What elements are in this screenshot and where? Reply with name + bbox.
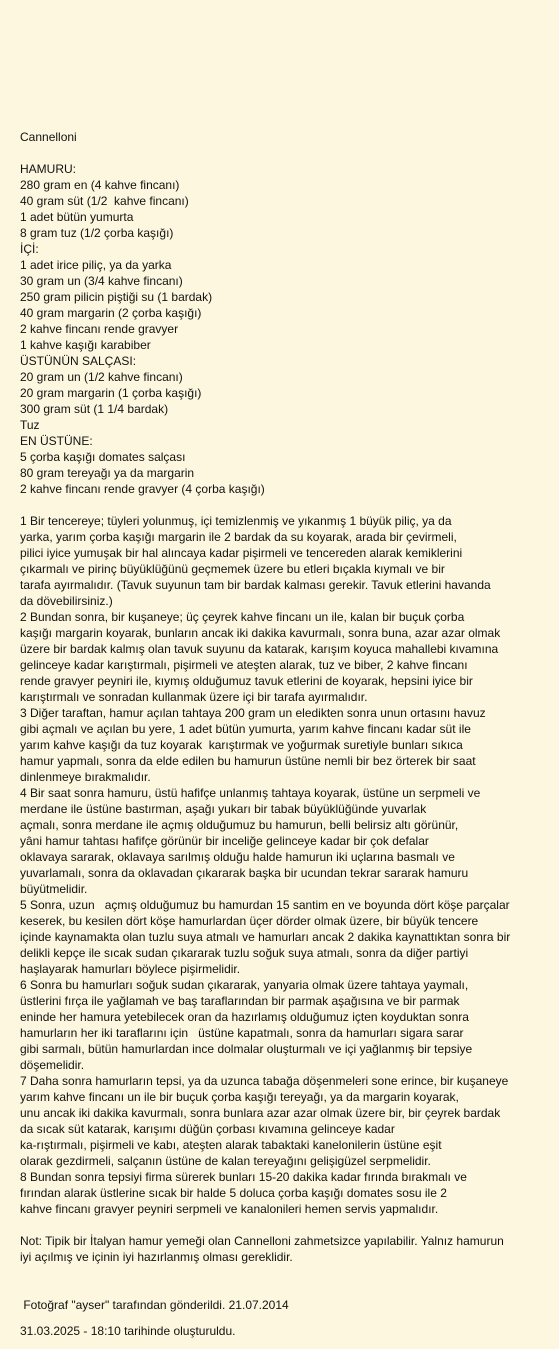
instruction-line: pilici iyice yumuşak bir hal alıncaya kadar pişirmeli ve tencereden alarak kemiklerini [20,546,463,560]
ingredient-item: 80 gram tereyağı ya da margarin [20,466,195,480]
ingredient-item: 8 gram tuz (1/2 çorba kaşığı) [20,226,174,240]
ingredients-section [20,161,555,497]
instruction-line: 2 Bundan sonra, bir kuşaneye; üç çeyrek kahve fincanı un ile, kalan bir buçuk çorba [20,610,465,624]
instruction-line: delikli kepçe ile sıcak sudan çıkararak tuzlu soğuk suya atmalı, sonra da diğer partiyi [20,946,469,960]
section-heading-en-ustune: EN ÜSTÜNE: [20,434,93,448]
ingredient-item: 300 gram süt (1 1/4 bardak) [20,402,169,416]
instruction-line: gibi sarmalı, bütün hamurlardan ince dolmalar oluşturmalı ve içi yağlanmış bir tepsiye [20,1042,473,1056]
instruction-line: açmalı, sonra merdane ile açmış olduğumuz bu hamurun, belli belirsiz altı görünür, [20,818,459,832]
instruction-line: hamur yapmalı, sonra da elde edilen bu hamurun üstüne nemli bir bez örterek bir saat [20,754,476,768]
ingredient-item: 5 çorba kaşığı domates salçası [20,450,186,464]
instruction-line: kaşığı margarin koyarak, bunların ancak iki dakika kavurmalı, sonra buna, azar azar olmak [20,626,501,640]
ingredient-item: 2 kahve fincanı rende gravyer [20,322,179,336]
section-heading-ici: İÇİ: [20,242,39,256]
generated-at: 31.03.2025 - 18:10 tarihinde oluşturuldu. [20,1324,236,1338]
ingredient-item: 280 gram en (4 kahve fincanı) [20,178,180,192]
ingredient-item: 20 gram margarin (1 çorba kaşığı) [20,386,202,400]
note-block [20,1233,555,1265]
instruction-line: yâni hamur tahtası hafifçe görünür bir inceliğe gelinceye kadar bir çok defalar [20,834,429,848]
instruction-line: eninde her hamura yetebilecek oran da hazırlamış olduğumuz içten koyduktan sonra [20,1010,469,1024]
instruction-line: merdane ile üstüne bastırman, aşağı yukarı bir tabak büyüklüğünde yuvarlak [20,802,427,816]
ingredient-item: 40 gram süt (1/2 kahve fincanı) [20,194,189,208]
instruction-line: 5 Sonra, uzun açmış olduğumuz bu hamurdan 15 santim en ve boyunda dört köşe parçalar [20,898,510,912]
instruction-line: 7 Daha sonra hamurların tepsi, ya da uzunca tabağa döşenmeleri sone erince, bir kuşaneye [20,1074,509,1088]
instruction-line: 4 Bir saat sonra hamuru, üstü hafifçe unlanmış tahtaya koyarak, üstüne un serpmeli ve [20,786,481,800]
instruction-line: üstlerini fırça ile yağlamah ve baş taraflarından bir parmak aşağısına ve bir parmak [20,994,460,1008]
ingredient-item: 40 gram margarin (2 çorba kaşığı) [20,306,202,320]
instruction-line: yarım kahve kaşığı da tuz koyarak karıştırmak ve yoğurmak suretiyle bunları sıkıca [20,738,463,752]
instruction-line: da dövebilirsiniz.) [20,594,113,608]
note-line: Not: Tipik bir İtalyan hamur yemeği olan Cannelloni zahmetsizce yapılabilir. Yalnız hamurun [20,1234,504,1248]
instruction-line: büyütmelidir. [20,882,88,896]
instruction-line: döşemelidir. [20,1058,85,1072]
instruction-line: çıkarmalı ve pirinç büyüklüğünü geçmemek üzere bu etleri bıçakla kıymalı ve bir [20,562,445,576]
recipe-document [20,129,555,1339]
instruction-line: dinlenmeye bırakmalıdır. [20,770,151,784]
instruction-line: 6 Sonra bu hamurları soğuk sudan çıkararak, yanyaria olmak üzere tahtaya yaymalı, [20,978,469,992]
instruction-line: olarak gezdirmeli, salçanın üstüne de kalan tereyağını gelişigüzel serpmelidir. [20,1154,431,1168]
instruction-line: da sıcak süt katarak, karışımı düğün çorbası kıvamına gelinceye kadar [20,1122,395,1136]
section-heading-ustunun-salcasi: ÜSTÜNÜN SALÇASI: [20,354,137,368]
instruction-line: kahve fincanı gravyer peyniri serpmeli ve kanalonileri hemen servis yapmalıdır. [20,1202,439,1216]
ingredient-item: 2 kahve fincanı rende gravyer (4 çorba kaşığı) [20,482,265,496]
ingredient-item: 20 gram un (1/2 kahve fincanı) [20,370,183,384]
instructions-block [20,513,555,1217]
instruction-line: ka-rıştırmalı, pişirmeli ve kabı, ateşten alarak tabaktaki kanelonilerin üstüne eşit [20,1138,442,1152]
instruction-line: oklavaya sararak, oklavaya sarılmış olduğu halde hamurun iki uçlarına basmalı ve [20,850,455,864]
instruction-line: 8 Bundan sonra tepsiyi firma sürerek bunları 15-20 dakika kadar fırında bırakmalı ve [20,1170,467,1184]
submitted-by: Fotoğraf "ayser" tarafından gönderildi. 21.07.2014 [20,1298,289,1312]
section-heading-hamuru: HAMURU: [20,162,76,176]
ingredient-item: 1 kahve kaşığı karabiber [20,338,151,352]
ingredient-item: 1 adet irice piliç, ya da yarka [20,258,172,272]
note-line: iyi açılmış ve içinin iyi hazırlanmış olması gereklidir. [20,1250,293,1264]
instruction-line: gelinceye kadar karıştırmalı, pişirmeli ve ateşten alarak, tuz ve biber, 2 kahve fincanı [20,658,468,672]
instruction-line: tarafa ayırmalıdır. (Tavuk suyunun tam bir bardak kalması gerekir. Tavuk etlerini havanda [20,578,491,592]
instruction-line: haşlayarak hamurları böylece pişirmelidir. [20,962,241,976]
instruction-line: keserek, bu kesilen dört köşe hamurlardan üçer dörder olmak üzere, bir büyük tencere [20,914,479,928]
ingredient-item: Tuz [20,418,40,432]
instruction-line: 3 Diğer taraftan, hamur açılan tahtaya 200 gram un eledikten sonra unun ortasını havuz [20,706,486,720]
instruction-line: gibi açmalı ve açılan bu yere, 1 adet bütün yumurta, yarım kahve fincanı kadar süt ile [20,722,471,736]
instruction-line: yuvarlamalı, sonra da oklavadan çıkararak başka bir ucundan tekrar sararak hamuru [20,866,469,880]
instruction-line: hamurların her iki taraflarını için üstüne kapatmalı, sonra da hamurları sigara sarar [20,1026,464,1040]
instruction-line: 1 Bir tencereye; tüyleri yolunmuş, içi temizlenmiş ve yıkanmış 1 büyük piliç, ya da [20,514,452,528]
instruction-line: karıştırmalı ve sonradan kullanmak üzere içi bir tarafa ayırmalıdır. [20,690,368,704]
ingredient-item: 1 adet bütün yumurta [20,210,134,224]
ingredient-item: 250 gram pilicin piştiği su (1 bardak) [20,290,213,304]
instruction-line: içinde kaynamakta olan tuzlu suya atmalı ve hamurları ancak 2 dakika kaynattıktan sonra bir [20,930,511,944]
instruction-line: yarka, yarım çorba kaşığı margarin ile 2 bardak da su koyarak, arada bir çevirmeli, [20,530,457,544]
instruction-line: üzere bir bardak kalmış olan tavuk suyunu da katarak, karışım koyuca mahallebi kıvamına [20,642,499,656]
instruction-line: yarım kahve fincanı un ile bir buçuk çorba kaşığı tereyağı, ya da margarin koyarak, [20,1090,459,1104]
recipe-title: Cannelloni [20,130,77,144]
instruction-line: fırından alarak üstlerine sıcak bir halde 5 doluca çorba kaşığı domates sosu ile 2 [20,1186,447,1200]
instruction-line: rende gravyer peyniri ile, kıymış olduğumuz tavuk etlerini de koyarak, hepsini iyice bir [20,674,473,688]
ingredient-item: 30 gram un (3/4 kahve fincanı) [20,274,183,288]
instruction-line: unu ancak iki dakika kavurmalı, sonra bunlara azar azar olmak üzere bir, bir çeyrek bardak [20,1106,501,1120]
